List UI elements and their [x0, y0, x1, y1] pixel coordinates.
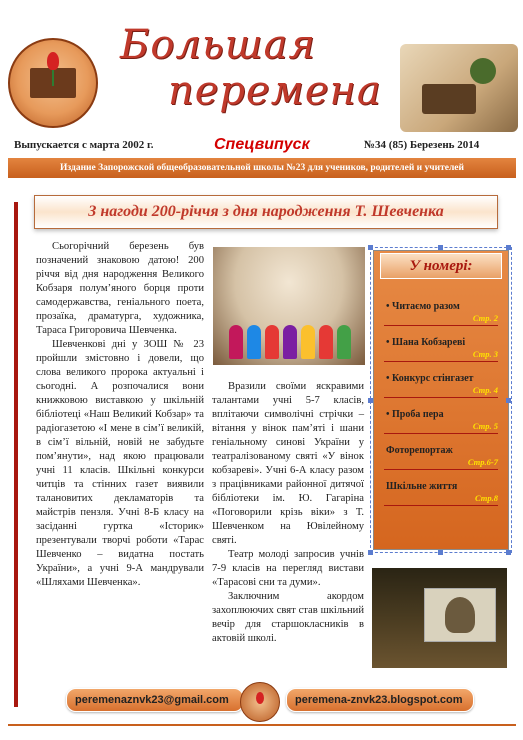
contents-item: • Проба пера Стр. 5: [384, 407, 498, 434]
paragraph: Сьогорічний березень був позначений знаковою датою! 200 річчя від дня народження Великого Кобзаря полум’яного борця проти самодержавства, геніального поета, прозаїка, драматурга, художника, Тараса Григоровича Шевченка.: [36, 241, 204, 336]
projector-screen: [424, 588, 496, 642]
selection-frame[interactable]: [370, 247, 512, 553]
contents-item: • Читаємо разом Стр. 2: [384, 299, 498, 326]
since-text: Выпускается с марта 2002 г.: [14, 139, 154, 151]
contents-item: • Шана Кобзареві Стр. 3: [384, 335, 498, 362]
resize-handle[interactable]: [438, 245, 443, 250]
bottom-rule: [8, 724, 516, 726]
resize-handle[interactable]: [506, 398, 511, 403]
evening-event-photo: [372, 568, 507, 668]
article-column-1: [36, 240, 204, 590]
article-banner: З нагоди 200-річчя з дня народження Т. Шевченка: [34, 195, 498, 229]
article-column-2: [212, 380, 364, 646]
resize-handle[interactable]: [506, 550, 511, 555]
paragraph: Театр молоді запросив учнів 7-9 класів на перегляд вистави «Тарасові сни та думи».: [212, 549, 364, 588]
footer: [8, 682, 516, 722]
contents-item: • Конкурс стінгазет Стр. 4: [384, 371, 498, 398]
contents-heading: У номері:: [380, 253, 502, 279]
school-logo: [8, 38, 98, 128]
publisher-bar: Издание Запорожской общеобразовательной школы №23 для учеников, родителей и учителей: [8, 158, 516, 178]
paragraph: Вразили своїми яскравими талантами учні 5-7 класів, вплітаючи символічні стрічки – вітання у вінок пам’яті і шани геніальному синові України у театралізованому святі «У вінок кобзареві». Учні 6-А класу разом з працівниками районної дитячої бібліотеки ім. Ю. Гагаріна «Поговорили крізь віки» з Т. Шевченком на Ювілейному святі.: [212, 381, 364, 546]
contents-item: Шкільне життя Стр.8: [384, 479, 498, 506]
masthead-title-line2: перемена: [168, 68, 382, 114]
resize-handle[interactable]: [438, 550, 443, 555]
resize-handle[interactable]: [368, 245, 373, 250]
masthead-title-line1: Большая: [120, 22, 316, 68]
resize-handle[interactable]: [368, 398, 373, 403]
email-link[interactable]: peremenaznvk23@gmail.com: [66, 688, 244, 712]
left-red-rule: [14, 202, 18, 707]
header-illustration: [400, 44, 518, 132]
tulip-icon: [47, 52, 59, 70]
resize-handle[interactable]: [368, 550, 373, 555]
issue-number: №34 (85) Березень 2014: [364, 139, 480, 151]
contents-box[interactable]: [373, 250, 509, 550]
special-issue-label: Спецвипуск: [214, 136, 310, 153]
resize-handle[interactable]: [506, 245, 511, 250]
paragraph: Шевченкові дні у ЗОШ № 23 пройшли змістовно і довели, що слова великого пророка актуальні і сьогодні. А розпочалися вони книжковою виставкою у шкільній бібліотеці «Наш Великий Кобзар» та радіогазетою «І мене в сім’ї великій, в сім’ї вільній, новій не забудьте пом’янути», над якою працювали учні 11 класів. Шкільні конкурси читців та стінних газет виявили талановитих декламаторів та майстрів пензля. Учні 8-Б класу на засіданні гуртка «Історик» презентували творчі роботи «Тарас Шевченко – видатна постать України», а учні 9-А мандрували «Шляхами Шевченка».: [36, 339, 204, 588]
paragraph: Заключним акордом захоплюючих свят став шкільний вечір для старшокласників в актовій школі.: [212, 591, 364, 644]
costume-group-photo: [213, 247, 365, 365]
info-bar: [8, 136, 516, 156]
blog-link[interactable]: peremena-znvk23.blogspot.com: [286, 688, 474, 712]
footer-logo: [240, 682, 280, 722]
contents-item: Фоторепортаж Стр.6-7: [384, 443, 498, 470]
